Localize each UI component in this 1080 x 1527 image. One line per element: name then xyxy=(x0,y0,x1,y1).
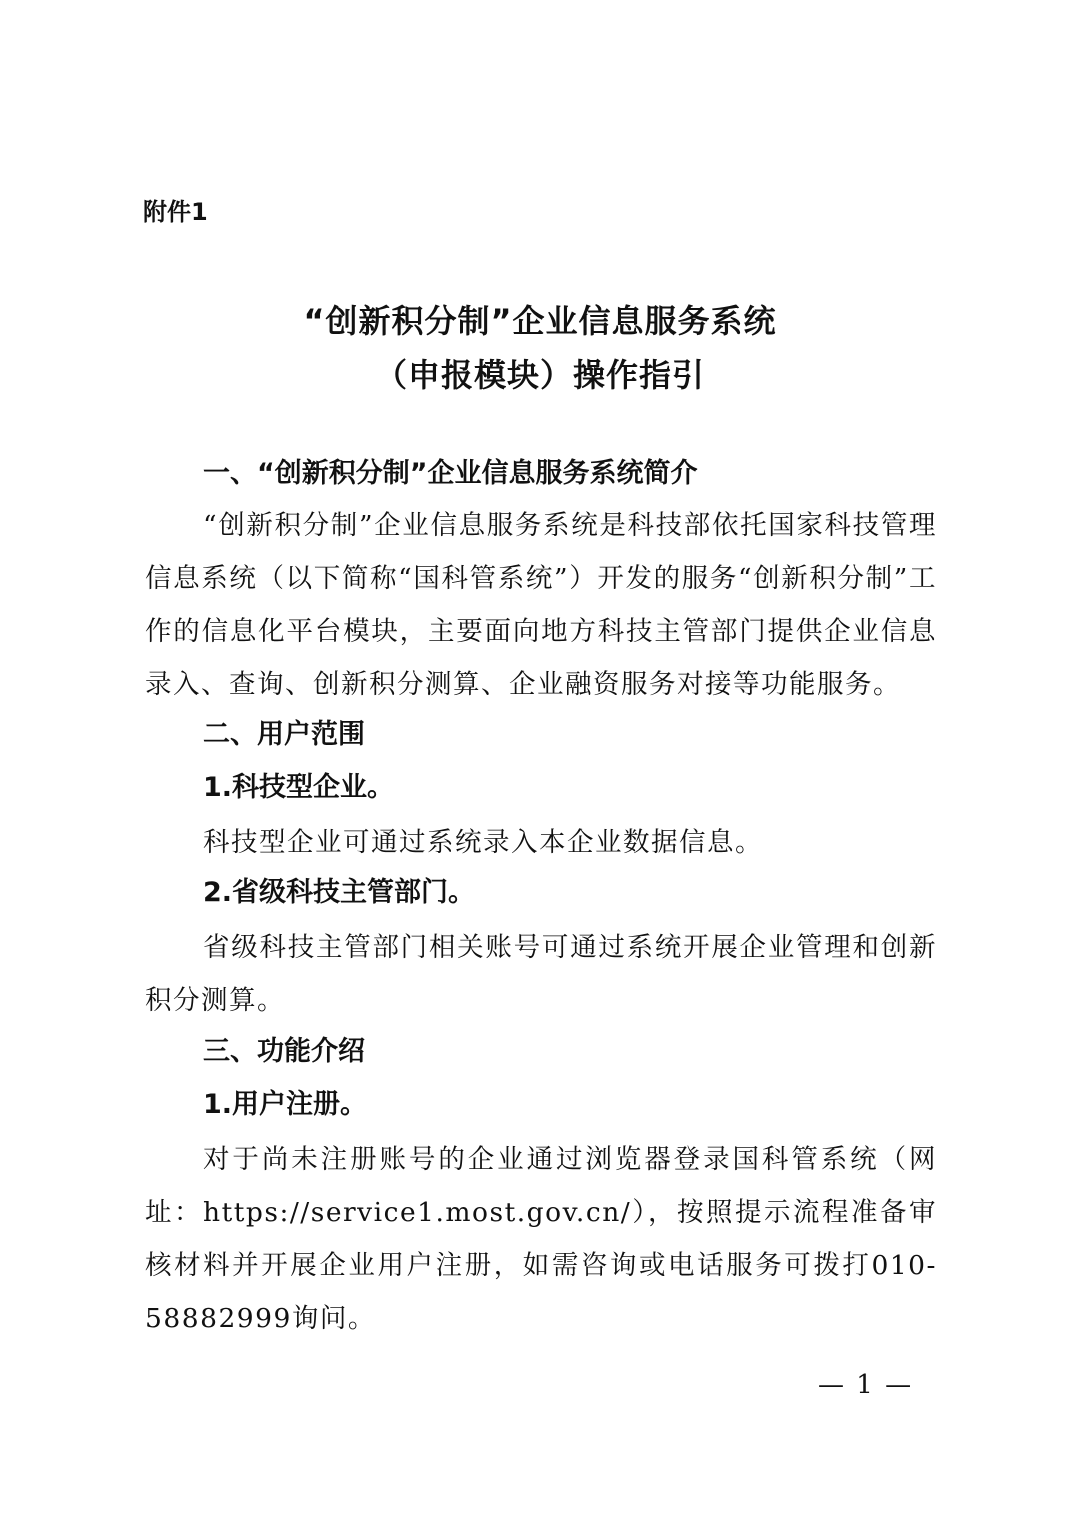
document-title-line1: “创新积分制”企业信息服务系统 xyxy=(303,302,777,340)
section2-item2-heading: 2.省级科技主管部门。 xyxy=(203,877,476,908)
section1-heading: 一、“创新积分制”企业信息服务系统简介 xyxy=(203,458,698,489)
section2-item1-text: 科技型企业可通过系统录入本企业数据信息。 xyxy=(203,827,763,858)
document-title-line2: （申报模块）操作指引 xyxy=(374,356,705,394)
section2-heading: 二、用户范围 xyxy=(203,719,365,750)
section3-heading: 三、功能介绍 xyxy=(203,1036,365,1067)
section3-item1-text: 对于尚未注册账号的企业通过浏览器登录国科管系统（网址：https://service1.most.gov.cn/），按照提示流程准备审核材料并开展企业用户注册，如需咨询或电话服务可拨打010-58882999询问。 xyxy=(145,1144,937,1334)
attachment-label: 附件1 xyxy=(143,198,208,226)
section3-item1-heading: 1.用户注册。 xyxy=(203,1089,368,1120)
section2-item1-heading: 1.科技型企业。 xyxy=(203,772,395,803)
page-number: — 1 — xyxy=(818,1370,914,1400)
section1-paragraph: “创新积分制”企业信息服务系统是科技部依托国家科技管理信息系统（以下简称“国科管系统”）开发的服务“创新积分制”工作的信息化平台模块，主要面向地方科技主管部门提供企业信息录入、查询、创新积分测算、企业融资服务对接等功能服务。 xyxy=(145,510,937,700)
section2-item2-text: 省级科技主管部门相关账号可通过系统开展企业管理和创新积分测算。 xyxy=(145,932,937,1016)
